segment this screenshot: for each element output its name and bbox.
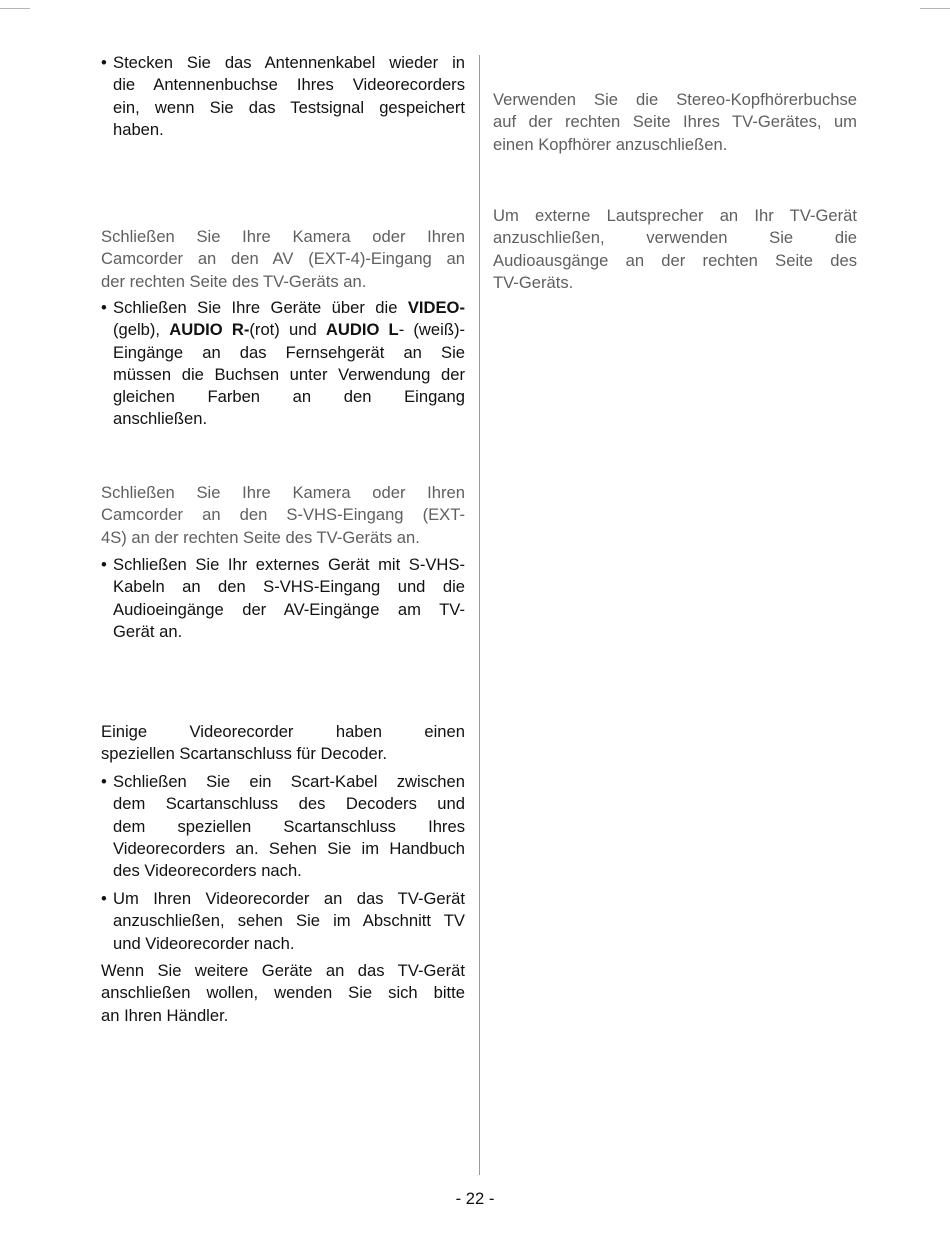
bullet-antenna-cable xyxy=(101,52,465,141)
page-number: - 22 - xyxy=(455,1189,495,1208)
text-run: (rot) und xyxy=(249,320,326,340)
text-line: an Ihren Händler. xyxy=(101,1005,229,1025)
text-line: Audioeingänge der AV-Eingänge am TV- xyxy=(113,599,465,619)
text-line: gleichen Farben an den Eingang xyxy=(113,387,465,407)
paragraph-headphones xyxy=(493,89,857,156)
text-line: • Schließen Sie Ihr externes Gerät mit S-VHS- xyxy=(113,555,465,574)
paragraph-decoder-scart xyxy=(101,721,465,766)
text-line: Einige Videorecorder haben einen xyxy=(101,722,465,741)
text-line: Videorecorders an. Sehen Sie im Handbuch xyxy=(113,838,465,858)
text-line: dem Scartanschluss des Decoders und xyxy=(113,794,465,814)
text-run: (gelb), xyxy=(113,320,170,340)
text-line: müssen die Buchsen unter Verwendung der xyxy=(113,364,465,384)
text-line: anzuschließen, sehen Sie im Abschnitt TV xyxy=(113,911,465,931)
text-line: die Antennenbuchse Ihres Videorecorders xyxy=(113,75,465,95)
crop-mark-right xyxy=(920,8,950,9)
bold-run: AUDIO L xyxy=(325,320,399,340)
bullet-scart-cable xyxy=(101,771,465,882)
text-line: TV-Geräts. xyxy=(493,272,574,292)
text-line: des Videorecorders nach. xyxy=(113,861,302,881)
text-line: Schließen Sie Ihre Kamera oder Ihren xyxy=(101,227,465,246)
text-line: • Stecken Sie das Antennenkabel wieder in xyxy=(113,53,465,72)
text-line xyxy=(113,319,465,341)
text-line: Kabeln an den S-VHS-Eingang und die xyxy=(113,577,465,597)
bullet-video-audio-inputs xyxy=(101,297,465,431)
text-line: Camcorder an den S-VHS-Eingang (EXT- xyxy=(101,505,465,525)
crop-mark-left xyxy=(0,8,30,9)
column-divider xyxy=(479,55,480,1175)
bold-run: AUDIO R- xyxy=(169,320,250,340)
text-line: Audioausgänge an der rechten Seite des xyxy=(493,250,857,270)
text-line: der rechten Seite des TV-Geräts an. xyxy=(101,271,367,291)
text-run: - (weiß)- xyxy=(398,320,466,340)
text-line: anschließen. xyxy=(113,409,208,429)
bullet-svhs-cable xyxy=(101,554,465,643)
text-run: Schließen Sie Ihre Geräte über die xyxy=(113,298,408,317)
text-line: anschließen wollen, wenden Sie sich bitte xyxy=(101,983,465,1003)
text-line xyxy=(113,297,465,319)
text-line: 4S) an der rechten Seite des TV-Geräts an. xyxy=(101,527,420,547)
paragraph-camera-svhs xyxy=(101,482,465,549)
text-line: • Schließen Sie ein Scart-Kabel zwischen xyxy=(113,772,465,791)
paragraph-dealer xyxy=(101,960,465,1027)
text-line: • Um Ihren Videorecorder an das TV-Gerät xyxy=(113,889,465,908)
text-line: anzuschließen, verwenden Sie die xyxy=(493,228,857,248)
text-line: auf der rechten Seite Ihres TV-Gerätes, um xyxy=(493,112,857,132)
bullet-connect-vcr xyxy=(101,888,465,955)
bold-run: VIDEO- xyxy=(407,298,465,317)
text-line: Um externe Lautsprecher an Ihr TV-Gerät xyxy=(493,206,857,225)
text-line: Camcorder an den AV (EXT-4)-Eingang an xyxy=(101,249,465,269)
text-line: einen Kopfhörer anzuschließen. xyxy=(493,134,728,154)
text-line: Verwenden Sie die Stereo-Kopfhörerbuchse xyxy=(493,90,857,109)
text-line: haben. xyxy=(113,119,164,139)
paragraph-speakers xyxy=(493,205,857,294)
text-line: speziellen Scartanschluss für Decoder. xyxy=(101,744,387,764)
text-line: und Videorecorder nach. xyxy=(113,933,295,953)
text-line: Wenn Sie weitere Geräte an das TV-Gerät xyxy=(101,961,465,980)
text-line: Schließen Sie Ihre Kamera oder Ihren xyxy=(101,483,465,502)
text-line: ein, wenn Sie das Testsignal gespeichert xyxy=(113,97,465,117)
text-line: dem speziellen Scartanschluss Ihres xyxy=(113,816,465,836)
text-line: Eingänge an das Fernsehgerät an Sie xyxy=(113,342,465,362)
text-line: Gerät an. xyxy=(113,621,183,641)
paragraph-camera-av xyxy=(101,226,465,293)
